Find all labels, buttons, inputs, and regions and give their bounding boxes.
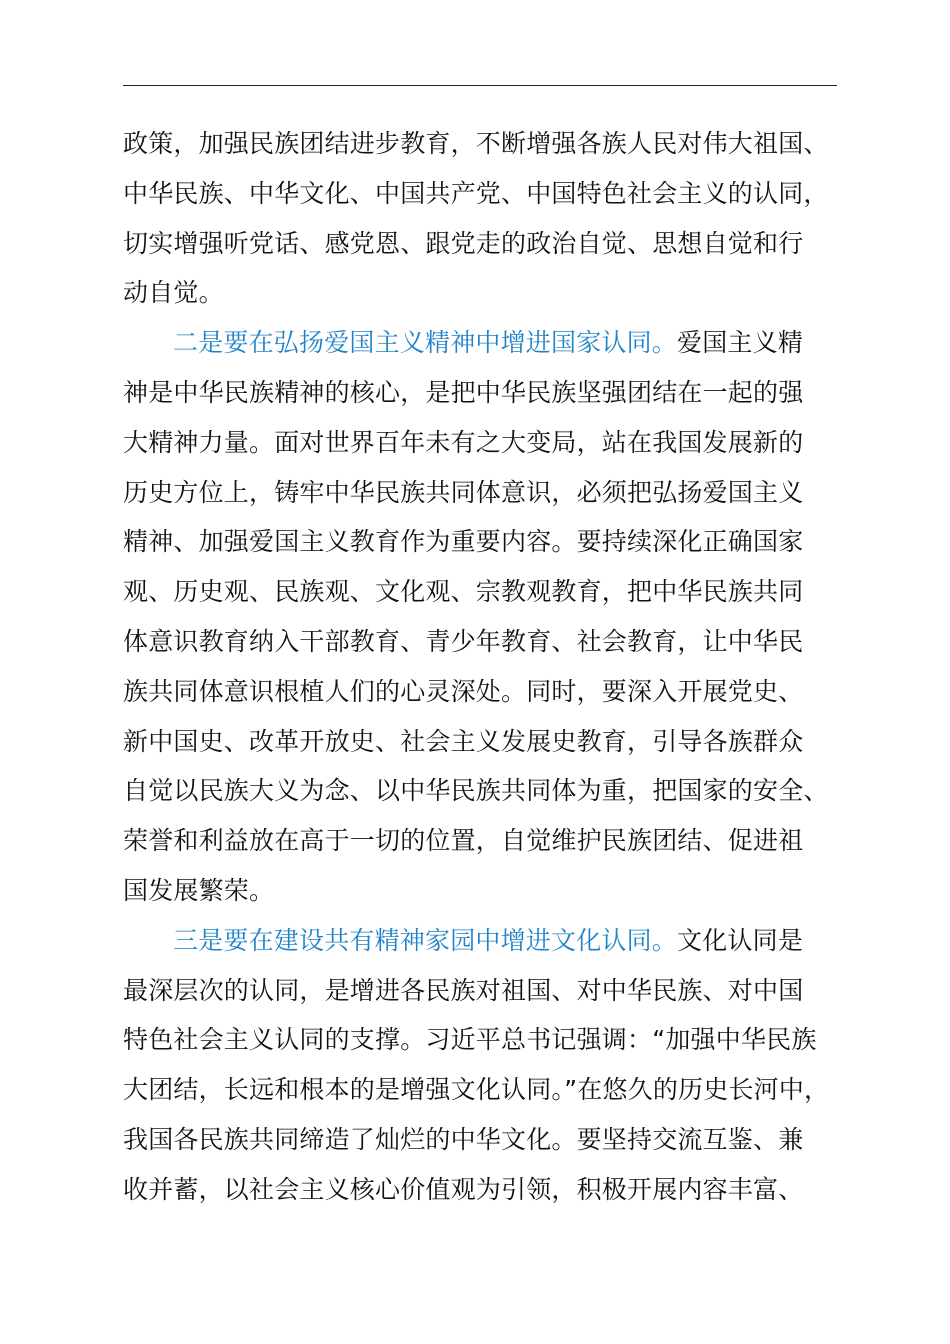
text-line: 收并蓄，以社会主义核心价值观为引领，积极开展内容丰富、 (123, 1174, 804, 1204)
section-heading-cultural-identity: 三是要在建设共有精神家园中增进文化认同。 (173, 925, 678, 955)
text-line: 大精神力量。面对世界百年未有之大变局，站在我国发展新的 (123, 427, 804, 457)
section-heading-national-identity: 二是要在弘扬爱国主义精神中增进国家认同。 (173, 328, 678, 358)
document-body (123, 119, 837, 1215)
text-line: 自觉以民族大义为念、以中华民族共同体为重，把国家的安全、 (123, 776, 829, 806)
text-line: 神是中华民族精神的核心，是把中华民族坚强团结在一起的强 (123, 377, 804, 407)
text-line-first (123, 916, 837, 966)
text-line: 历史方位上，铸牢中华民族共同体意识，必须把弘扬爱国主义 (123, 477, 804, 507)
text-line: 动自觉。 (123, 278, 224, 308)
text-line: 中华民族、中华文化、中国共产党、中国特色社会主义的认同， (123, 178, 829, 208)
text-line-first-rest: 文化认同是 (677, 925, 804, 955)
header-rule (123, 85, 837, 86)
text-line: 族共同体意识根植人们的心灵深处。同时，要深入开展党史、 (123, 676, 804, 706)
text-line: 我国各民族共同缔造了灿烂的中华文化。要坚持交流互鉴、兼 (123, 1124, 804, 1154)
paragraph-cultural-identity (123, 916, 837, 1215)
text-line: 体意识教育纳入干部教育、青少年教育、社会教育，让中华民 (123, 626, 804, 656)
text-line: 观、历史观、民族观、文化观、宗教观教育，把中华民族共同 (123, 577, 804, 607)
text-line: 新中国史、改革开放史、社会主义发展史教育，引导各族群众 (123, 726, 804, 756)
text-line: 最深层次的认同，是增进各民族对祖国、对中华民族、对中国 (123, 975, 804, 1005)
text-line: 切实增强听党话、感党恩、跟党走的政治自觉、思想自觉和行 (123, 228, 804, 258)
text-line-first (123, 318, 837, 368)
text-line: 特色社会主义认同的支撑。习近平总书记强调：“加强中华民族 (123, 1025, 817, 1055)
text-line: 大团结，长远和根本的是增强文化认同。”在悠久的历史长河中， (123, 1075, 830, 1105)
paragraph-national-identity (123, 318, 837, 916)
paragraph-continuation (123, 119, 837, 318)
text-line-first-rest: 爱国主义精 (677, 328, 804, 358)
text-line: 政策，加强民族团结进步教育，不断增强各族人民对伟大祖国、 (123, 129, 829, 158)
text-line: 精神、加强爱国主义教育作为重要内容。要持续深化正确国家 (123, 527, 804, 557)
text-line: 国发展繁荣。 (123, 875, 275, 905)
text-line: 荣誉和利益放在高于一切的位置，自觉维护民族团结、促进祖 (123, 826, 804, 856)
